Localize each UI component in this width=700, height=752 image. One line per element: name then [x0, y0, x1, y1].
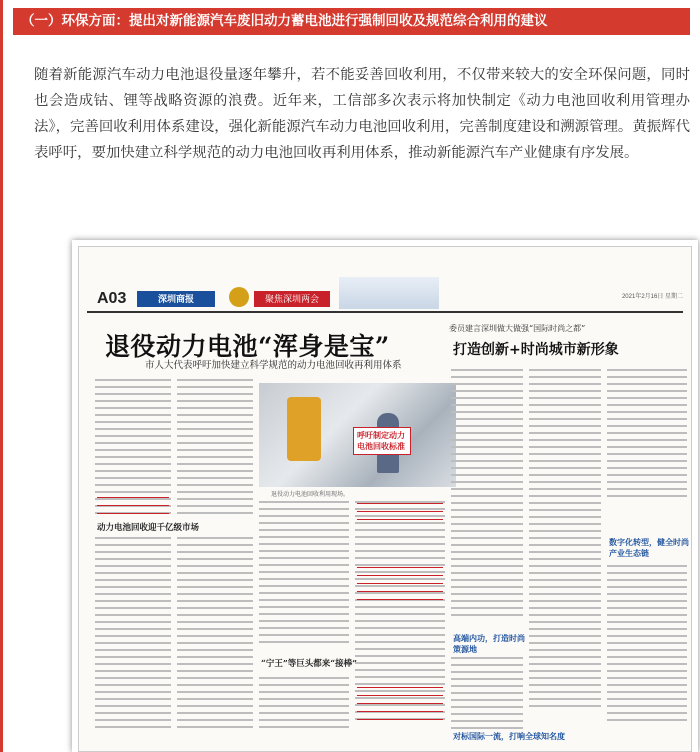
- highlight-underline: [357, 503, 443, 504]
- text-column: [451, 657, 523, 737]
- text-column: [259, 677, 349, 737]
- text-column: [355, 501, 445, 731]
- section-header: [13, 8, 690, 35]
- newspaper-page-number: A03: [97, 290, 127, 307]
- text-column: [95, 537, 171, 737]
- text-column: [529, 369, 601, 729]
- highlight-underline: [357, 511, 443, 512]
- newspaper-subheadline: 市人大代表呼吁加快建立科学规范的动力电池回收再利用体系: [145, 360, 402, 371]
- city-skyline-banner: [339, 277, 439, 309]
- highlight-underline: [97, 505, 169, 506]
- highlight-underline: [357, 583, 443, 584]
- text-column: [95, 379, 171, 519]
- newspaper-rule: [87, 311, 683, 313]
- text-column: [607, 565, 687, 735]
- highlight-underline: [357, 711, 443, 712]
- highlight-underline: [357, 703, 443, 704]
- subhead-right-2: 对标国际一流，打响全球知名度: [453, 731, 565, 741]
- highlight-underline: [357, 719, 443, 720]
- text-column: [177, 537, 253, 737]
- text-column: [607, 369, 687, 509]
- subhead-right-3: 数字化转型，健全时尚产业生态链: [609, 537, 689, 558]
- highlight-underline: [97, 513, 169, 514]
- newspaper-section-tag: 聚焦深圳两会: [254, 291, 330, 307]
- highlight-underline: [357, 519, 443, 520]
- newspaper-masthead: 深圳商报: [137, 291, 215, 307]
- highlight-underline: [357, 599, 443, 600]
- left-accent-bar: [0, 0, 3, 752]
- subhead-right-1: 高端内功，打造时尚策源地: [453, 633, 525, 654]
- boxed-subhead: 呼吁制定动力电池回收标准: [353, 427, 411, 455]
- right-article-kicker: 委员建言深圳做大做强“国际时尚之都”: [449, 324, 586, 333]
- newspaper-date: 2021年2月16日 星期二: [621, 294, 683, 300]
- robot-arm-shape: [287, 397, 321, 461]
- newspaper-page: [78, 246, 692, 752]
- subhead-left: 动力电池回收迎千亿级市场: [97, 523, 200, 533]
- highlight-underline: [357, 695, 443, 696]
- newspaper-headline: 退役动力电池“浑身是宝”: [105, 332, 390, 361]
- text-column: [259, 501, 349, 651]
- highlight-underline: [97, 497, 169, 498]
- body-paragraph: 随着新能源汽车动力电池退役量逐年攀升，若不能妥善回收利用，不仅带来较大的安全环保问题，同时也会造成钴、锂等战略资源的浪费。近年来，工信部多次表示将加快制定《动力电池回收利用管理办法》，完善回收利用体系建设，强化新能源汽车动力电池回收利用，完善制度建设和溯源管理。黄振辉代表呼吁，要加快建立科学规范的动力电池回收再利用体系，推动新能源汽车产业健康有序发展。: [34, 67, 690, 161]
- right-article-headline: 打造创新+时尚城市新形象: [453, 342, 619, 358]
- photo-caption: 退役动力电池回收利用现场。: [271, 491, 350, 498]
- subhead-mid: “宁王”等巨头都来“接棒”: [261, 659, 358, 669]
- highlight-underline: [357, 687, 443, 688]
- highlight-underline: [357, 567, 443, 568]
- highlight-underline: [357, 575, 443, 576]
- section-header-title: （一）环保方面：提出对新能源汽车废旧动力蓄电池进行强制回收及规范综合利用的建议: [21, 13, 548, 29]
- newspaper-clipping-image: [72, 240, 698, 752]
- emblem-icon: [229, 287, 249, 307]
- text-column: [177, 379, 253, 519]
- text-column: [451, 369, 523, 629]
- highlight-underline: [357, 591, 443, 592]
